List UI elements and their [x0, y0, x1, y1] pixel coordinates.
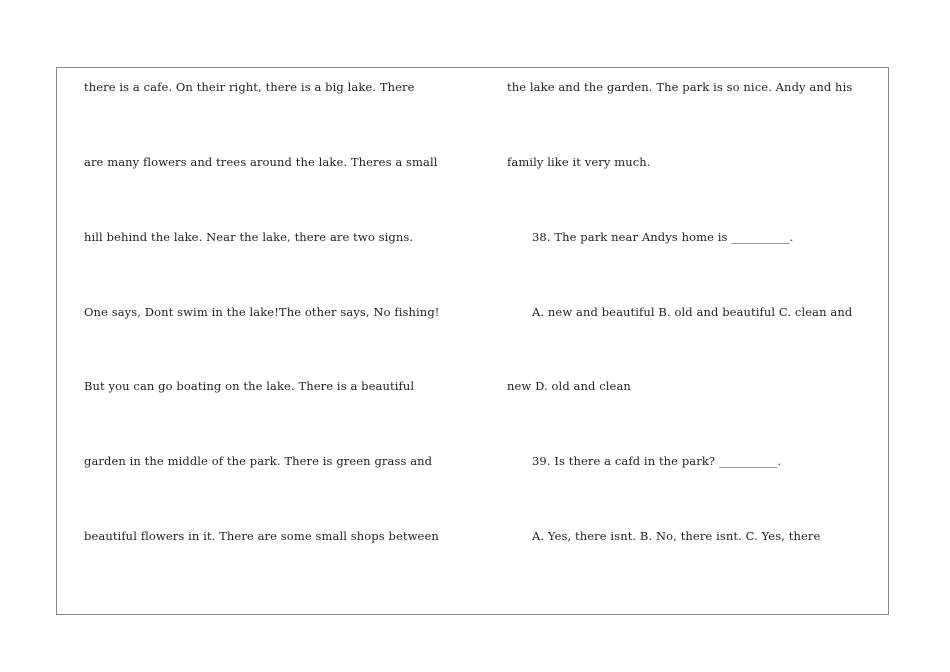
- passage-line: the lake and the garden. The park is so nice. Andy and his: [507, 80, 853, 94]
- question-38-options-cont: new D. old and clean: [507, 379, 631, 393]
- passage-line: are many flowers and trees around the lake. Theres a small: [84, 155, 438, 169]
- passage-line: there is a cafe. On their right, there is a big lake. There: [84, 80, 415, 94]
- passage-line: hill behind the lake. Near the lake, there are two signs.: [84, 230, 414, 244]
- question-38: 38. The park near Andys home is __________.: [532, 230, 794, 244]
- passage-line: But you can go boating on the lake. There is a beautiful: [84, 379, 415, 393]
- question-39: 39. Is there a cafd in the park? __________.: [532, 454, 782, 468]
- passage-line: garden in the middle of the park. There is green grass and: [84, 454, 433, 468]
- passage-line: beautiful flowers in it. There are some small shops between: [84, 529, 439, 543]
- passage-line: One says, Dont swim in the lake!The other says, No fishing!: [84, 305, 440, 319]
- question-38-options: A. new and beautiful B. old and beautiful C. clean and: [532, 305, 853, 319]
- question-39-options: A. Yes, there isnt. B. No, there isnt. C. Yes, there: [532, 529, 821, 543]
- passage-line: family like it very much.: [507, 155, 651, 169]
